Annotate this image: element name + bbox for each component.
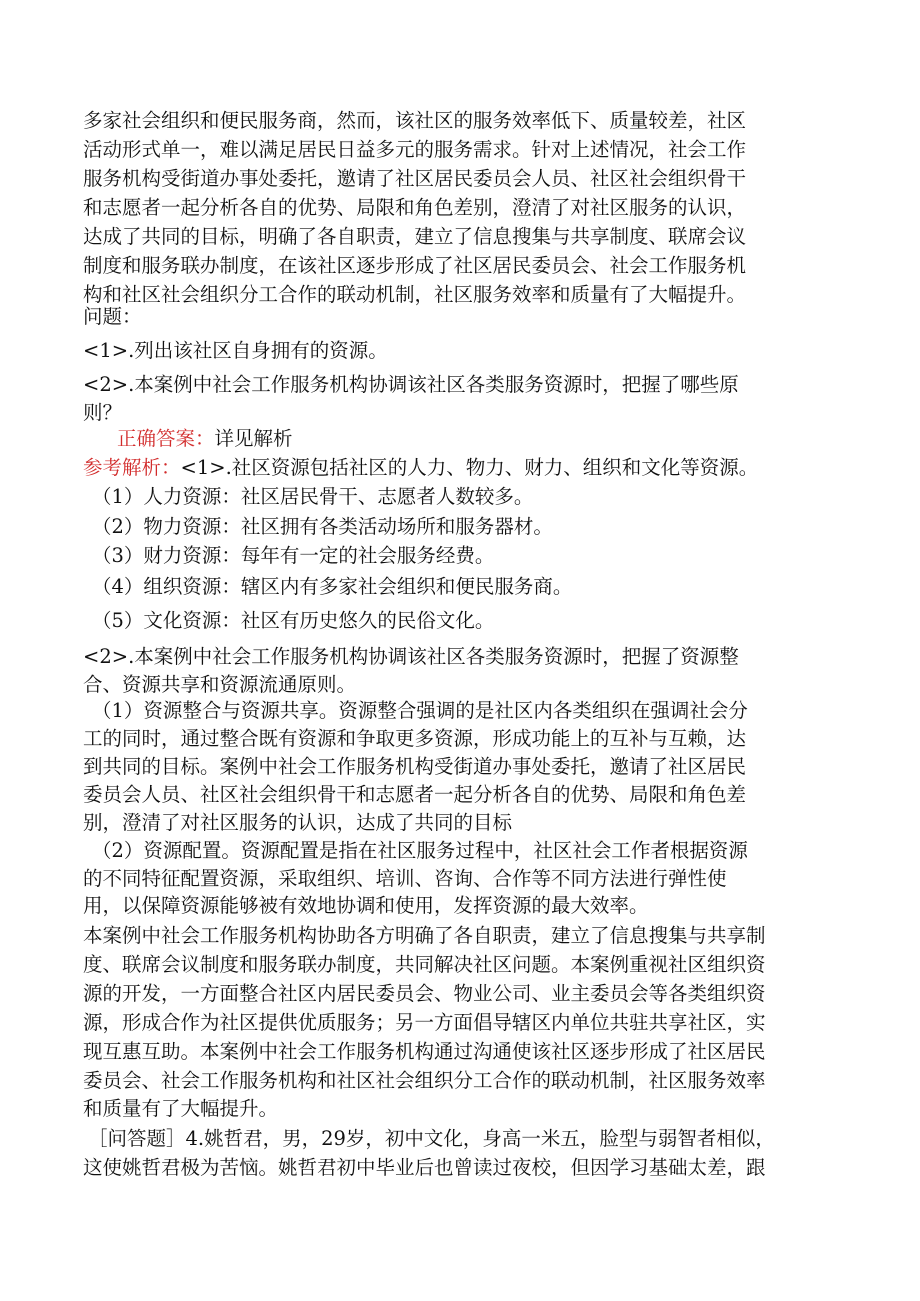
- analysis-part-2: <2>.本案例中社会工作服务机构协调该社区各类服务资源时，把握了资源整: [83, 645, 739, 668]
- text-line: 这使姚哲君极为苦恼。姚哲君初中毕业后也曾读过夜校，但因学习基础太差，跟: [83, 1156, 766, 1179]
- question-label: 问题：: [83, 305, 142, 328]
- list-item: （3）财力资源：每年有一定的社会服务经费。: [92, 544, 495, 567]
- text-line: 度、联席会议制度和服务联办制度，共同解决社区问题。本案例重视社区组织资: [83, 953, 766, 976]
- list-item: （5）文化资源：社区有历史悠久的民俗文化。: [92, 609, 495, 632]
- text-line: 别，澄清了对社区服务的认识，达成了共同的目标: [83, 811, 513, 834]
- question-2: <2>.本案例中社会工作服务机构协调该社区各类服务资源时，把握了哪些原: [83, 373, 739, 396]
- analysis-heading: [83, 455, 758, 481]
- text-line: 委员会、社会工作服务机构和社区社会组织分工合作的联动机制，社区服务效率: [83, 1069, 766, 1092]
- text-line: 用，以保障资源能够被有效地协调和使用，发挥资源的最大效率。: [83, 894, 649, 917]
- text-line: （2）资源配置。资源配置是指在社区服务过程中，社区社会工作者根据资源: [92, 839, 748, 862]
- text-line: 构和社区社会组织分工合作的联动机制，社区服务效率和质量有了大幅提升。: [83, 283, 747, 306]
- list-item: （1）人力资源：社区居民骨干、志愿者人数较多。: [92, 485, 534, 508]
- answer-value: 详见解析: [214, 427, 293, 450]
- text-line: 和志愿者一起分析各自的优势、局限和角色差别，澄清了对社区服务的认识，: [83, 196, 747, 219]
- question-1: <1>.列出该社区自身拥有的资源。: [83, 339, 388, 362]
- analysis-label: 参考解析：: [83, 456, 181, 479]
- text-line: 源的开发，一方面整合社区内居民委员会、物业公司、业主委员会等各类组织资: [83, 982, 766, 1005]
- text-line: 制度和服务联办制度，在该社区逐步形成了社区居民委员会、社会工作服务机: [83, 254, 747, 277]
- text-line: 到共同的目标。案例中社会工作服务机构受街道办事处委托，邀请了社区居民: [83, 755, 747, 778]
- text-line: 服务机构受街道办事处委托，邀请了社区居民委员会人员、社区社会组织骨干: [83, 167, 747, 190]
- text-line: 的不同特征配置资源，采取组织、培训、咨询、合作等不同方法进行弹性使: [83, 867, 727, 890]
- text-line: 委员会人员、社区社会组织骨干和志愿者一起分析各自的优势、局限和角色差: [83, 783, 747, 806]
- text-line: （1）资源整合与资源共享。资源整合强调的是社区内各类组织在强调社会分: [92, 699, 748, 722]
- text-line: 和质量有了大幅提升。: [83, 1097, 279, 1120]
- list-item: （2）物力资源：社区拥有各类活动场所和服务器材。: [92, 515, 553, 538]
- text-line: 达成了共同的目标，明确了各自职责，建立了信息搜集与共享制度、联席会议: [83, 225, 747, 248]
- text-line: ［问答题］4.姚哲君，男，29岁，初中文化，身高一米五，脸型与弱智者相似，: [88, 1127, 775, 1150]
- correct-answer: [117, 426, 293, 452]
- text-line: 本案例中社会工作服务机构协助各方明确了各自职责，建立了信息搜集与共享制: [83, 924, 766, 947]
- text-line: 多家社会组织和便民服务商，然而，该社区的服务效率低下、质量较差，社区: [83, 109, 747, 132]
- analysis-part-2-cont: 合、资源共享和资源流通原则。: [83, 673, 357, 696]
- list-item: （4）组织资源：辖区内有多家社会组织和便民服务商。: [92, 575, 573, 598]
- text-line: 活动形式单一，难以满足居民日益多元的服务需求。针对上述情况，社会工作: [83, 138, 747, 161]
- text-line: 现互惠互助。本案例中社会工作服务机构通过沟通使该社区逐步形成了社区居民: [83, 1040, 766, 1063]
- question-2-cont: 则？: [83, 401, 123, 424]
- answer-label: 正确答案：: [117, 427, 215, 450]
- text-line: 源，形成合作为社区提供优质服务；另一方面倡导辖区内单位共驻共享社区，实: [83, 1011, 766, 1034]
- analysis-first-line: <1>.社区资源包括社区的人力、物力、财力、组织和文化等资源。: [180, 456, 759, 479]
- text-line: 工的同时，通过整合既有资源和争取更多资源，形成功能上的互补与互赖，达: [83, 727, 747, 750]
